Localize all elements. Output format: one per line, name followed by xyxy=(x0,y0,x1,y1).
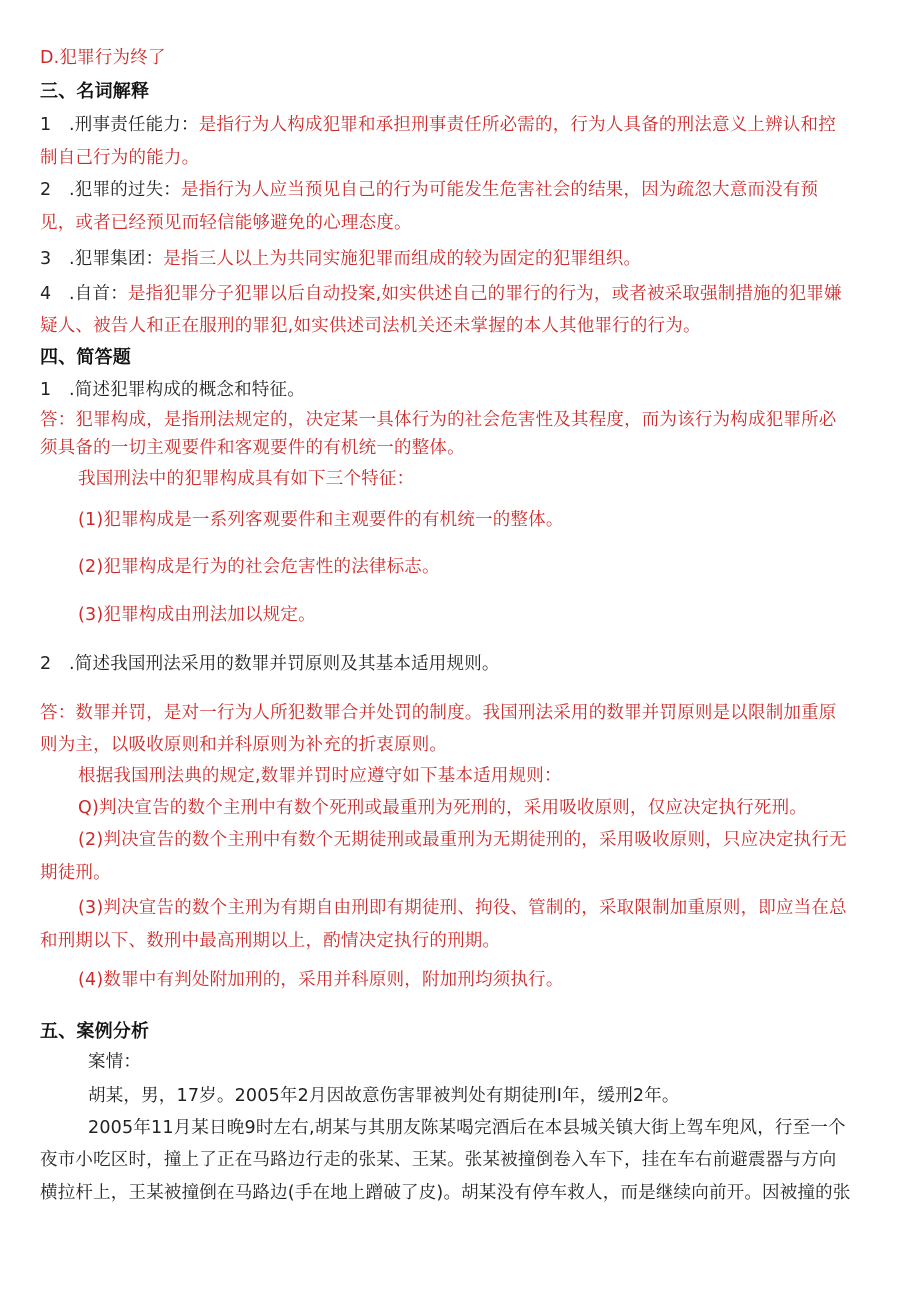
answer-1-line-1: 答：犯罪构成，是指刑法规定的，决定某一具体行为的社会危害性及其程度，而为该行为构成犯罪所必 xyxy=(40,410,837,430)
question-2: 2 .简述我国刑法采用的数罪并罚原则及其基本适用规则。 xyxy=(40,654,500,674)
answer-2-rule-2: (2)判决宣告的数个主刑中有数个无期徒刑或最重刑为无期徒刑的，采用吸收原则，只应决定执行无 xyxy=(78,830,847,850)
answer-1-point-1: (1)犯罪构成是一系列客观要件和主观要件的有机统一的整体。 xyxy=(78,510,564,530)
term-3-name: 犯罪集团： xyxy=(74,249,164,269)
answer-2-line-2: 则为主，以吸收原则和并科原则为补充的折衷原则。 xyxy=(40,735,448,755)
case-paragraph-2-line-3: 横拉杆上，王某被撞倒在马路边(手在地上蹭破了皮)。胡某没有停车救人，而是继续向前开。因被撞的张 xyxy=(40,1183,851,1203)
term-2-definition-cont: 见，或者已经预见而轻信能够避免的心理态度。 xyxy=(40,213,412,233)
term-4-definition-cont: 疑人、被告人和正在服刑的罪犯,如实供述司法机关还未掌握的本人其他罪行的行为。 xyxy=(40,316,701,336)
section-heading-short-answer: 四、简答题 xyxy=(40,347,131,368)
answer-2-rule-3-cont: 和刑期以下、数刑中最高刑期以上，酌情决定执行的刑期。 xyxy=(40,931,501,951)
term-3-number: 3 . xyxy=(40,249,75,269)
term-3 xyxy=(40,247,880,271)
answer-2-rule-4: (4)数罪中有判处附加刑的，采用并科原则，附加刑均须执行。 xyxy=(78,970,564,990)
term-1-name: 刑事责任能力： xyxy=(74,115,199,135)
answer-2-line-3: 根据我国刑法典的规定,数罪并罚时应遵守如下基本适用规则： xyxy=(78,766,562,786)
term-3-definition: 是指三人以上为共同实施犯罪而组成的较为固定的犯罪组织。 xyxy=(163,249,642,269)
answer-1-line-3: 我国刑法中的犯罪构成具有如下三个特征： xyxy=(78,469,415,489)
term-2 xyxy=(40,178,880,202)
term-4-number: 4 . xyxy=(40,284,75,304)
case-paragraph-2-line-2: 夜市小吃区时，撞上了正在马路边行走的张某、王某。张某被撞倒卷入车下，挂在车右前避震器与方向 xyxy=(40,1150,837,1170)
term-1 xyxy=(40,113,880,137)
answer-1-line-2: 须具备的一切主观要件和客观要件的有机统一的整体。 xyxy=(40,438,465,458)
term-1-definition: 是指行为人构成犯罪和承担刑事责任所必需的，行为人具备的刑法意义上辨认和控 xyxy=(198,115,836,135)
term-4-definition: 是指犯罪分子犯罪以后自动投案,如实供述自己的罪行的行为，或者被采取强制措施的犯罪嫌 xyxy=(127,284,842,304)
term-2-definition: 是指行为人应当预见自己的行为可能发生危害社会的结果，因为疏忽大意而没有预 xyxy=(181,180,819,200)
section-heading-terms: 三、名词解释 xyxy=(40,81,150,102)
term-4 xyxy=(40,282,880,306)
section-heading-case: 五、案例分析 xyxy=(40,1021,150,1042)
term-4-name: 自首： xyxy=(74,284,128,304)
answer-2-rule-1: Q)判决宣告的数个主刑中有数个死刑或最重刑为死刑的，采用吸收原则，仅应决定执行死刑。 xyxy=(78,798,807,818)
term-1-number: 1 . xyxy=(40,115,75,135)
term-2-number: 2 . xyxy=(40,180,75,200)
question-1: 1 .简述犯罪构成的概念和特征。 xyxy=(40,380,305,400)
term-1-definition-cont: 制自己行为的能力。 xyxy=(40,148,200,168)
case-label: 案情： xyxy=(88,1052,142,1072)
answer-1-point-3: (3)犯罪构成由刑法加以规定。 xyxy=(78,605,316,625)
term-2-name: 犯罪的过失： xyxy=(74,180,181,200)
answer-1-point-2: (2)犯罪构成是行为的社会危害性的法律标志。 xyxy=(78,557,440,577)
answer-2-rule-2-cont: 期徒刑。 xyxy=(40,863,111,883)
answer-2-rule-3: (3)判决宣告的数个主刑为有期自由刑即有期徒刑、拘役、管制的，采取限制加重原则，即应当在总 xyxy=(78,898,847,918)
case-paragraph-2-line-1: 2005年11月某日晚9时左右,胡某与其朋友陈某喝完酒后在本县城关镇大街上驾车兜风，行至一个 xyxy=(88,1118,846,1138)
case-paragraph-1: 胡某，男，17岁。2005年2月因故意伤害罪被判处有期徒刑I年，缓刑2年。 xyxy=(88,1086,680,1106)
answer-2-line-1: 答：数罪并罚，是对一行为人所犯数罪合并处罚的制度。我国刑法采用的数罪并罚原则是以限制加重原 xyxy=(40,703,837,723)
option-d: D.犯罪行为终了 xyxy=(40,48,166,68)
